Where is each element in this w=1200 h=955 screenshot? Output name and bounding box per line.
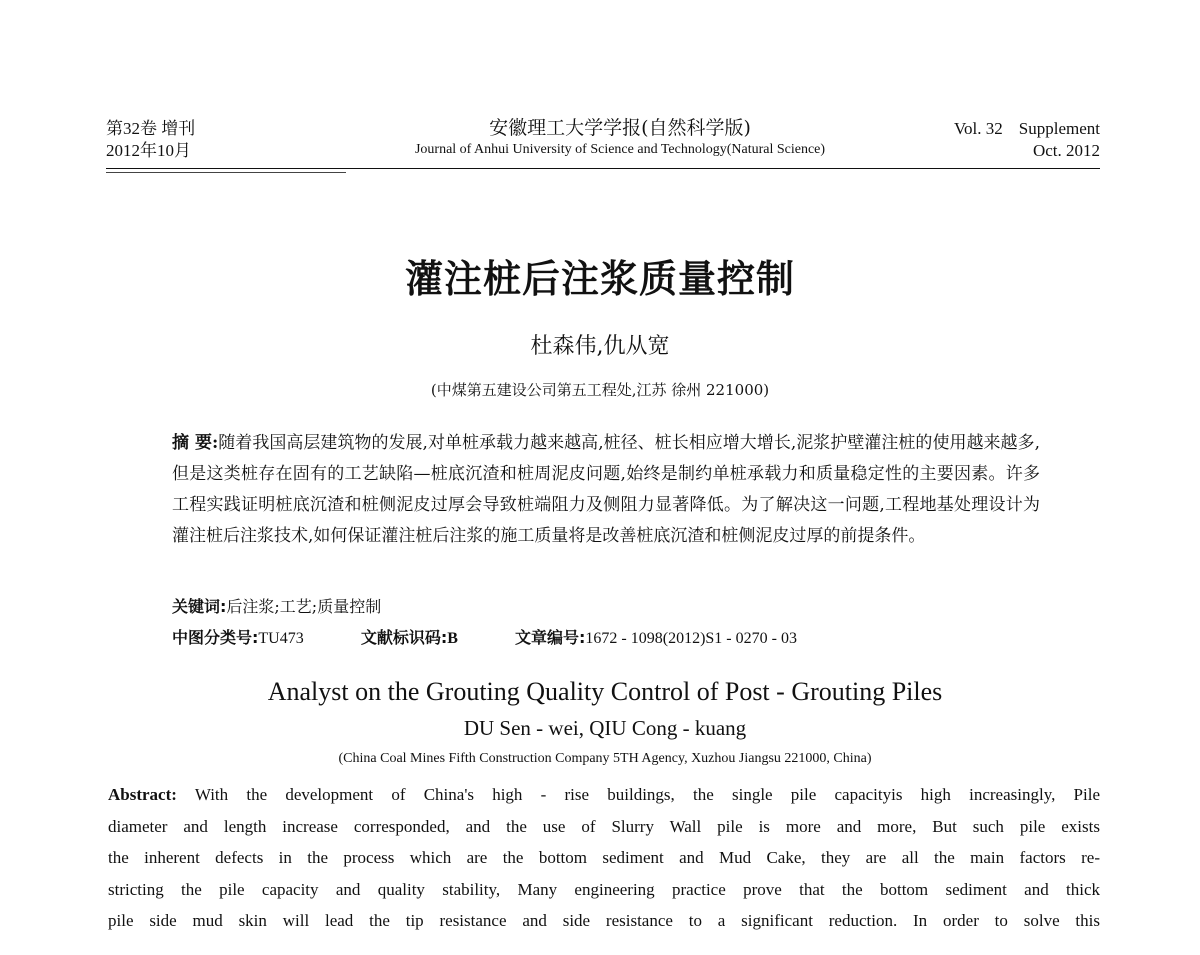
authors-en: DU Sen - wei, QIU Cong - kuang <box>463 716 747 740</box>
header-rule <box>106 168 1100 169</box>
authors-cn: 杜森伟,仇从宽 <box>530 334 670 359</box>
abstract-en <box>108 779 1100 937</box>
journal-name-en: Journal of Anhui University of Science and Technology(Natural Science) <box>414 142 826 157</box>
keywords-text: 后注浆;工艺;质量控制 <box>226 597 382 616</box>
abstract-en-line: stricting the pile capacity and quality stability, Many engineering practice prove that the bottom sediment and thick <box>108 879 1100 899</box>
header-rule-short <box>106 172 346 173</box>
header-volume-info <box>106 118 195 162</box>
clc-label: 中图分类号: <box>172 628 259 647</box>
abstract-en-line: Abstract: With the development of China's high - rise buildings, the single pile capacityis high increasingly, Pile <box>108 785 1100 804</box>
header-supplement-en: Supplement <box>1018 119 1100 138</box>
article-no-value: 1672 - 1098(2012)S1 - 0270 - 03 <box>585 630 797 647</box>
abstract-en-line: diameter and length increase corresponded, and the use of Slurry Wall pile is more and more, But such pile exists <box>108 816 1100 836</box>
paper-title-cn: 灌注桩后注浆质量控制 <box>404 256 795 301</box>
clc-value: TU473 <box>258 630 304 647</box>
keywords-label: 关键词: <box>172 597 227 616</box>
doc-code-value: B <box>447 630 458 647</box>
header-issue-date: 2012年10月 <box>106 141 191 160</box>
header-journal-name <box>300 116 940 160</box>
abstract-en-line: pile side mud skin will lead the tip resistance and side resistance to a significant reduction. In order to solve this <box>108 911 1100 930</box>
journal-name-cn: 安徽理工大学学报(自然科学版) <box>489 117 751 139</box>
abstract-en-line: the inherent defects in the process which are the bottom sediment and Mud Cake, they are all the main factors re- <box>108 848 1100 867</box>
keywords-cn <box>172 594 381 617</box>
header-date-en: Oct. 2012 <box>1032 141 1100 160</box>
paper-title-en: Analyst on the Grouting Quality Control of Post - Grouting Piles <box>267 677 943 706</box>
affiliation-en: (China Coal Mines Fifth Construction Company 5TH Agency, Xuzhou Jiangsu 221000, China) <box>338 751 872 766</box>
header-volume-info-en <box>954 118 1100 162</box>
abstract-cn <box>172 428 1040 552</box>
abstract-en-label: Abstract: <box>108 785 177 804</box>
classification-line <box>172 625 1072 648</box>
article-no-label: 文章编号: <box>515 628 586 647</box>
doc-code-label: 文献标识码: <box>360 628 448 647</box>
abstract-cn-text: 随着我国高层建筑物的发展,对单桩承载力越来越高,桩径、桩长相应增大增长,泥浆护壁灌注桩的使用越来越多,但是这类桩存在固有的工艺缺陷—桩底沉渣和桩周泥皮问题,始终是制约单桩承载力和质量稳定性的主要因素。许多工程实践证明桩底沉渣和桩侧泥皮过厚会导致桩端阻力及侧阻力显著降低。为了解决这一问题,工程地基处理设计为灌注桩后注浆技术,如何保证灌注桩后注浆的施工质量将是改善桩底沉渣和桩侧泥皮过厚的前提条件。 <box>172 433 1040 546</box>
abstract-cn-label: 摘 要: <box>172 433 219 453</box>
affiliation-cn: (中煤第五建设公司第五工程处,江苏 徐州 221000) <box>430 381 770 399</box>
header-vol-en: Vol. 32 <box>953 119 1003 138</box>
header-volume: 第32卷 增刊 <box>106 119 196 138</box>
